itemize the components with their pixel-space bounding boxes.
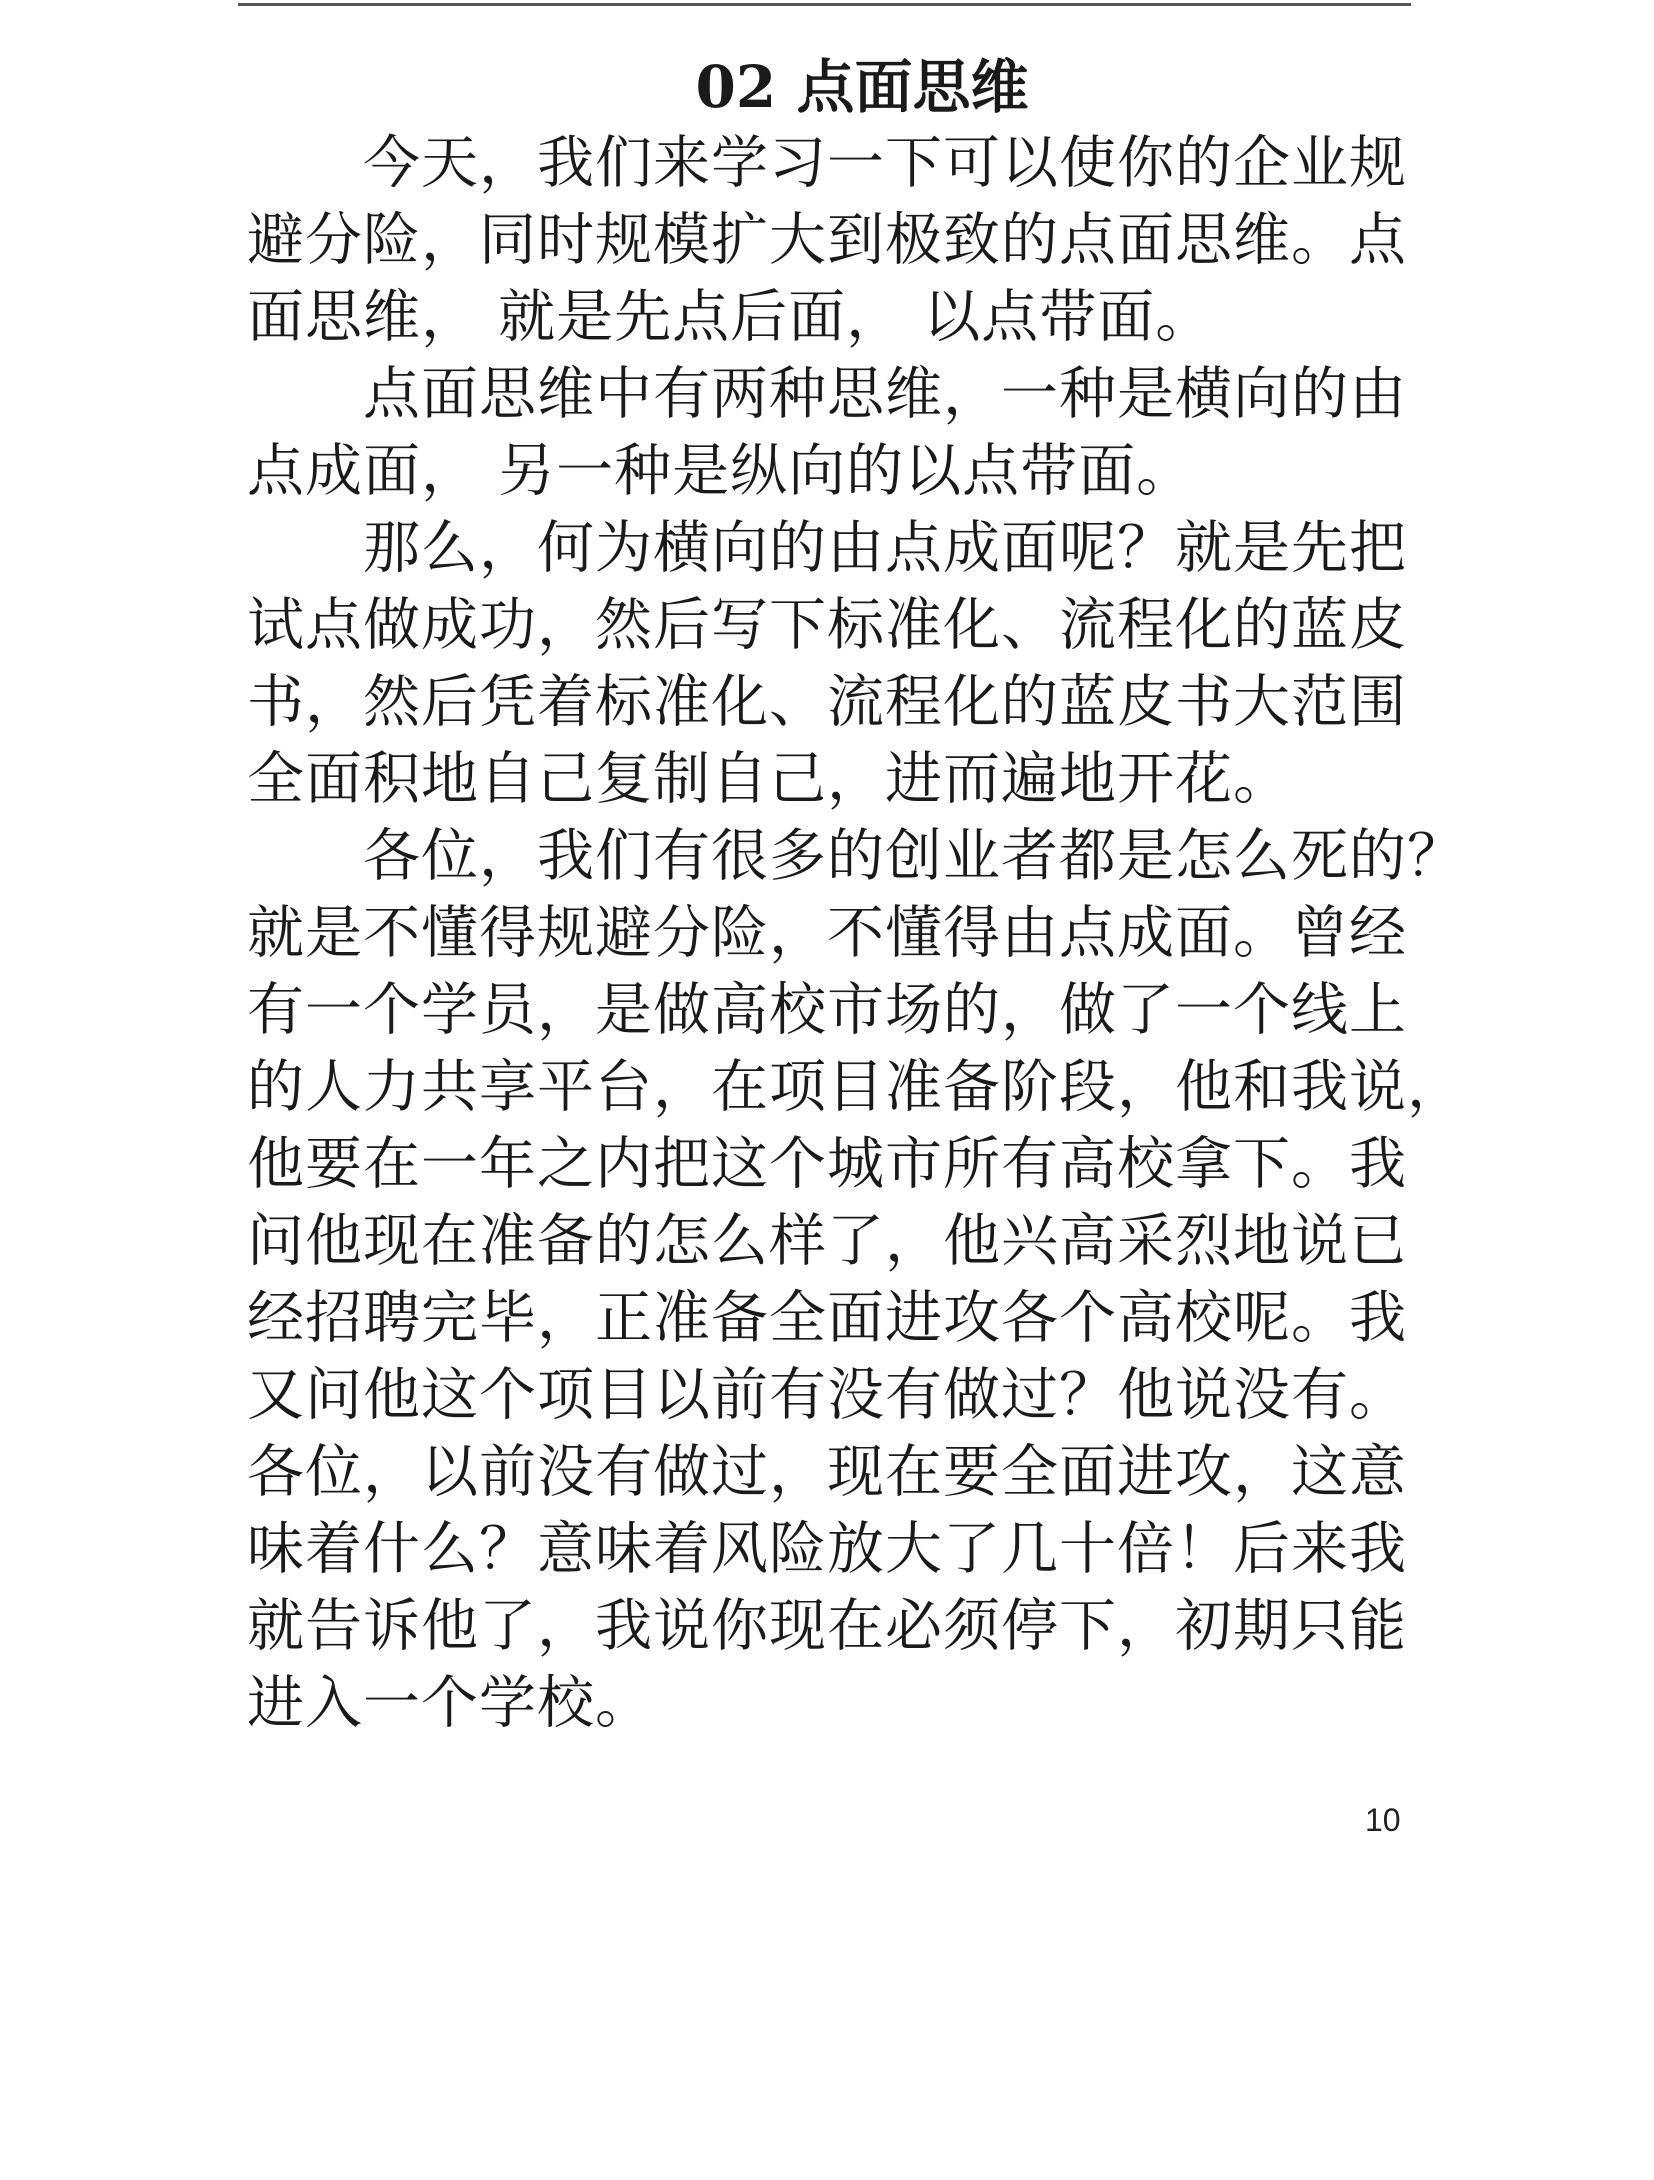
header-rule xyxy=(238,3,1411,6)
text-line: 面思维， 就是先点后面， 以点带面。 xyxy=(247,284,1214,350)
text-line: 经招聘完毕，正准备全面进攻各个高校呢。我 xyxy=(247,1285,1407,1351)
paragraph xyxy=(247,356,1412,510)
text-line: 他要在一年之内把这个城市所有高校拿下。我 xyxy=(247,1131,1407,1197)
text-line: 就是不懂得规避分险，不懂得由点成面。曾经 xyxy=(247,900,1407,966)
text-line: 全面积地自己复制自己，进而遍地开花。 xyxy=(247,746,1291,812)
text-line: 避分险，同时规模扩大到极致的点面思维。点 xyxy=(247,207,1407,273)
text-line: 点成面， 另一种是纵向的以点带面。 xyxy=(247,438,1195,504)
text-line: 有一个学员，是做高校市场的，做了一个线上 xyxy=(247,977,1407,1043)
text-line: 今天，我们来学习一下可以使你的企业规 xyxy=(363,130,1407,196)
paragraph xyxy=(247,125,1412,356)
paragraph xyxy=(247,818,1465,1742)
text-line: 味着什么？意味着风险放大了几十倍！后来我 xyxy=(247,1516,1407,1582)
body-text xyxy=(247,125,1465,1742)
text-line: 各位，我们有很多的创业者都是怎么死的？ xyxy=(363,823,1465,889)
paragraph xyxy=(247,510,1412,818)
page-number: 10 xyxy=(1365,1802,1401,1838)
text-line: 又问他这个项目以前有没有做过？他说没有。 xyxy=(247,1362,1407,1428)
text-line: 问他现在准备的怎么样了，他兴高采烈地说已 xyxy=(247,1208,1407,1274)
text-line: 就告诉他了，我说你现在必须停下，初期只能 xyxy=(247,1593,1407,1659)
text-line: 进入一个学校。 xyxy=(247,1670,653,1736)
text-line: 点面思维中有两种思维，一种是横向的由 xyxy=(363,361,1407,427)
section-title: 02 点面思维 xyxy=(695,53,1029,121)
text-line: 书，然后凭着标准化、流程化的蓝皮书大范围 xyxy=(247,669,1407,735)
text-line: 那么，何为横向的由点成面呢？就是先把 xyxy=(363,515,1407,581)
text-line: 各位，以前没有做过，现在要全面进攻，这意 xyxy=(247,1439,1407,1505)
text-line: 的人力共享平台，在项目准备阶段，他和我说， xyxy=(247,1054,1465,1120)
text-line: 试点做成功，然后写下标准化、流程化的蓝皮 xyxy=(247,592,1407,658)
